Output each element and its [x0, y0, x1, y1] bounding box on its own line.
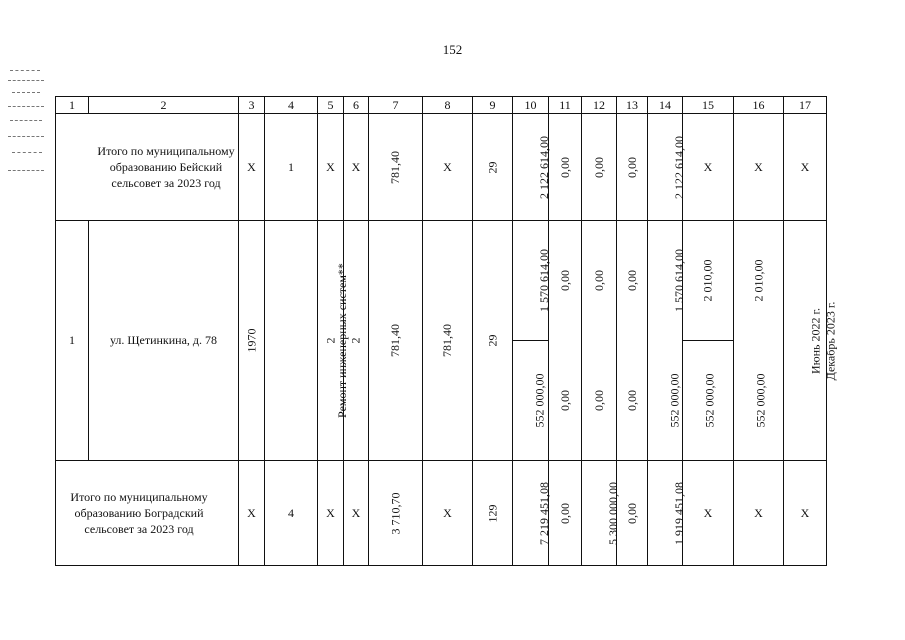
term-start: Июнь 2022 г. — [808, 307, 823, 374]
value-text: 0,00 — [591, 270, 606, 292]
header-cell: 1 — [56, 97, 89, 114]
cell-c7 — [369, 221, 423, 461]
total-row-bogradskiy — [56, 461, 827, 566]
value-text: 2 122 614,00 — [537, 135, 551, 199]
cell-c16: Х — [734, 461, 784, 566]
value-text: 552 000,00 — [532, 373, 547, 428]
header-cell: 11 — [549, 97, 582, 114]
cell-c5: Х — [318, 114, 344, 221]
cell-c13 — [617, 341, 648, 461]
cell-c14 — [648, 341, 683, 461]
cell-c5: Х — [318, 461, 344, 566]
value-text: 0,00 — [591, 156, 606, 178]
page-number: 152 — [442, 42, 463, 57]
total-label: Итого по муниципальному образованию Бейский сельсовет за 2023 год — [56, 114, 239, 221]
value-text: 0,00 — [624, 270, 639, 292]
cell-c12 — [582, 114, 617, 221]
cell-c10 — [513, 221, 549, 341]
cell-c11 — [549, 341, 582, 461]
cell-c13 — [617, 461, 648, 566]
value-text: 0,00 — [557, 502, 572, 524]
cell-c13 — [617, 221, 648, 341]
header-cell: 14 — [648, 97, 683, 114]
header-cell: 2 — [89, 97, 239, 114]
cell-c9 — [473, 221, 513, 461]
cell-c15: Х — [683, 461, 734, 566]
header-cell: 4 — [265, 97, 318, 114]
term-end: Декабрь 2023 г. — [823, 301, 838, 380]
cell-c4: 4 — [265, 461, 318, 566]
value-text: 7 219 451,08 — [537, 481, 551, 545]
cell-c12 — [582, 221, 617, 341]
value-text: 29 — [485, 334, 499, 347]
value-text: 2 122 614,00 — [672, 135, 686, 199]
value-text: 0,00 — [557, 389, 572, 411]
value-text: 552 000,00 — [667, 373, 682, 428]
cell-c14 — [648, 221, 686, 341]
cell-c3: Х — [239, 114, 265, 221]
object-number: 1 — [56, 221, 89, 461]
cell-c3: Х — [239, 461, 265, 566]
value-text: 1 570 614,00 — [672, 249, 686, 313]
cell-c16 — [734, 221, 784, 341]
cell-c16 — [734, 341, 784, 461]
cell-c8: Х — [423, 114, 473, 221]
cell-c6 — [344, 221, 369, 461]
cell-c14 — [648, 114, 686, 221]
header-cell: 5 — [318, 97, 344, 114]
header-cell: 15 — [683, 97, 734, 114]
value-text: Ремонт инженерных систем** — [334, 263, 349, 418]
header-cell: 8 — [423, 97, 473, 114]
cell-c10 — [513, 341, 549, 461]
cell-c8 — [423, 221, 473, 461]
object-year — [239, 221, 265, 461]
header-cell: 17 — [784, 97, 827, 114]
cell-c15 — [683, 341, 734, 461]
term-text — [808, 301, 838, 380]
header-row — [56, 97, 827, 114]
value-text: 781,40 — [388, 324, 402, 357]
cell-c10 — [513, 461, 549, 566]
value-text: 0,00 — [557, 156, 572, 178]
cell-c17: Х — [784, 114, 827, 221]
value-text: 781,40 — [440, 324, 454, 357]
header-cell: 13 — [617, 97, 648, 114]
value-text: 2 010,00 — [700, 259, 715, 302]
cell-c16: Х — [734, 114, 784, 221]
value-text: 0,00 — [591, 389, 606, 411]
value-text: 0,00 — [624, 502, 639, 524]
cell-c4: 1 — [265, 114, 318, 221]
cell-c7 — [369, 114, 423, 221]
value-text: 1 570 614,00 — [537, 249, 551, 312]
header-cell: 7 — [369, 97, 423, 114]
header-cell: 3 — [239, 97, 265, 114]
cell-c17: Х — [784, 461, 827, 566]
value-text: 552 000,00 — [702, 373, 717, 428]
value-text: 2 010,00 — [751, 259, 765, 302]
header-cell: 9 — [473, 97, 513, 114]
value-text: 3 710,70 — [388, 492, 402, 534]
value-text: 0,00 — [557, 270, 572, 292]
value-text: 0,00 — [624, 156, 639, 178]
cell-c6: Х — [344, 114, 369, 221]
total-row-beyskiy — [56, 114, 827, 221]
header-cell: 12 — [582, 97, 617, 114]
cell-c7 — [369, 461, 423, 566]
cell-c9 — [473, 114, 513, 221]
header-cell: 10 — [513, 97, 549, 114]
cell-c6: Х — [344, 461, 369, 566]
cell-c13 — [617, 114, 648, 221]
cell-c12 — [582, 461, 620, 566]
object-row-line-1 — [56, 221, 827, 341]
value-text: 5 300 000,00 — [606, 481, 620, 545]
cell-c10 — [513, 114, 549, 221]
cell-c9 — [473, 461, 513, 566]
object-address: ул. Щетинкина, д. 78 — [89, 221, 239, 461]
value-text: 1970 — [244, 328, 258, 353]
cell-c5 — [318, 221, 344, 461]
value-text: 781,40 — [388, 150, 402, 184]
value-text: 552 000,00 — [753, 373, 768, 428]
margin-stamp — [6, 66, 46, 178]
cell-c11 — [549, 221, 582, 341]
cell-c15: Х — [683, 114, 734, 221]
expenditure-table — [55, 96, 838, 566]
cell-c14 — [648, 461, 686, 566]
cell-c11 — [549, 114, 582, 221]
cell-c8: Х — [423, 461, 473, 566]
value-text: 129 — [485, 504, 499, 522]
cell-c11 — [549, 461, 582, 566]
object-work-type — [265, 221, 349, 461]
header-cell: 6 — [344, 97, 369, 114]
object-term — [784, 221, 838, 461]
value-text: 1 919 451,08 — [672, 481, 686, 545]
cell-c15 — [683, 221, 734, 341]
value-text: 2 — [348, 337, 363, 344]
header-cell: 16 — [734, 97, 784, 114]
value-text: 0,00 — [624, 389, 639, 411]
cell-c12 — [582, 341, 617, 461]
total-label: Итого по муниципальному образованию Боградский сельсовет за 2023 год — [56, 461, 239, 566]
value-text: 29 — [485, 161, 499, 173]
value-text: 2 — [323, 337, 337, 344]
